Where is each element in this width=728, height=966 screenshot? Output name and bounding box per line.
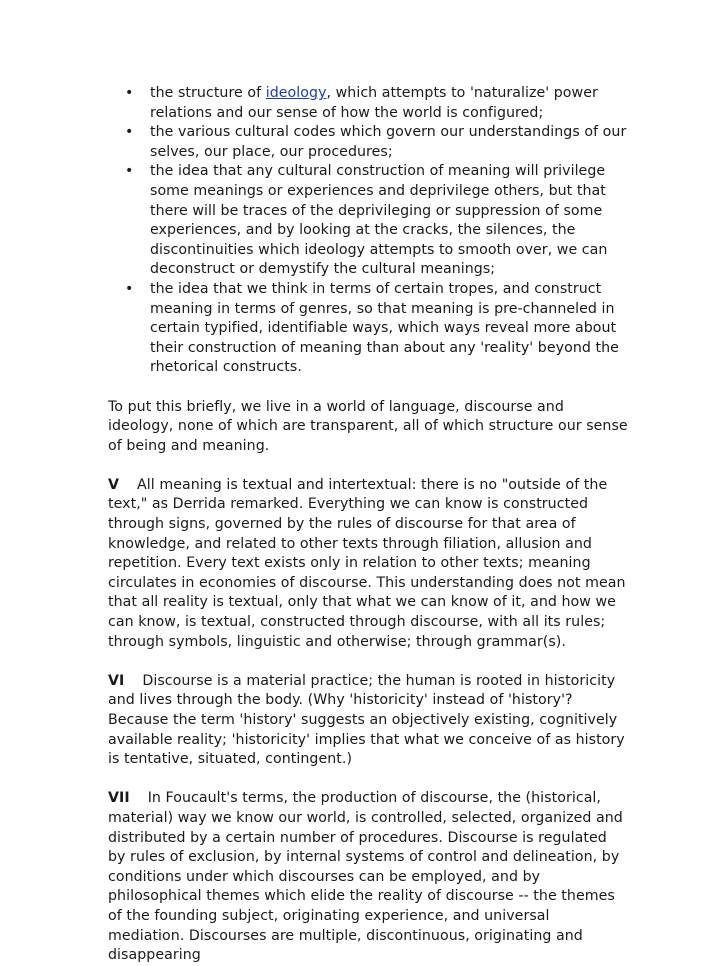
bullet-icon: • xyxy=(125,85,134,101)
list-item-text: the various cultural codes which govern our understandings of our selves, our place, our procedures; xyxy=(150,124,627,160)
section-v xyxy=(108,476,628,652)
list-item-text: the structure of xyxy=(150,85,266,101)
bullet-icon: • xyxy=(125,280,134,297)
section-text: Discourse is a material practice; the human is rooted in historicity and lives through the body. (Why 'historicity' instead of 'history'? Because the term 'history' suggests an objectively existing, cognitively available reality; 'historicity' implies that what we conceive of as history is tentative, situated, contingent.) xyxy=(108,672,625,768)
section-numeral: VII xyxy=(108,790,130,807)
section-vii xyxy=(108,789,628,965)
bullet-icon: • xyxy=(125,163,134,180)
document-page xyxy=(108,84,628,966)
section-text: All meaning is textual and intertextual: there is no "outside of the text," as Derrida remarked. Everything we can know is constructed through signs, governed by the rules of discourse for that area of knowledge, and related to other texts through filiation, allusion and repetition. Every text exists only in relation to other texts; meaning circulates in economies of discourse. This understanding does not mean that all reality is textual, only that what we can know of it, and how we can know, is textual, constructed through discourse, with all its rules; through symbols, linguistic and otherwise; through grammar(s). xyxy=(108,476,626,650)
section-numeral: V xyxy=(108,476,120,493)
list-item-text: the idea that any cultural construction of meaning will privilege some meanings or experiences and deprivilege others, but that there will be traces of the deprivileging or suppression of some experiences, and by looking at the cracks, the silences, the discontinuities which ideology attempts to smooth over, we can deconstruct or demystify the cultural meanings; xyxy=(150,163,608,278)
section-vi xyxy=(108,672,628,770)
list-item xyxy=(108,123,628,162)
list-item-text: the idea that we think in terms of certain tropes, and construct meaning in terms of genres, so that meaning is pre-channeled in certain typified, identifiable ways, which ways reveal more about their construction of meaning than about any 'reality' beyond the rhetorical constructs. xyxy=(150,280,619,376)
summary-paragraph: To put this briefly, we live in a world of language, discourse and ideology, none of which are transparent, all of which structure our sense of being and meaning. xyxy=(108,398,628,454)
bullet-list xyxy=(108,84,628,378)
list-item xyxy=(108,280,628,378)
bullet-icon: • xyxy=(125,124,134,141)
list-item xyxy=(108,162,628,280)
section-text: In Foucault's terms, the production of discourse, the (historical, material) way we know our world, is controlled, selected, organized and distributed by a certain number of procedures. Discourse is regulated by rules of exclusion, by internal systems of control and delineation, by conditions under which discourses can be employed, and by philosophical themes which elide the reality of discourse -- the themes of the founding subject, originating experience, and universal mediation. Discourses are multiple, discontinuous, originating and disappearing xyxy=(108,790,623,964)
list-item-text: , which attempts to 'naturalize' power relations and our sense of how the world is configured; xyxy=(150,85,598,121)
ideology-link[interactable]: ideology xyxy=(265,85,327,101)
list-item xyxy=(108,84,628,123)
section-numeral: VI xyxy=(108,672,125,689)
